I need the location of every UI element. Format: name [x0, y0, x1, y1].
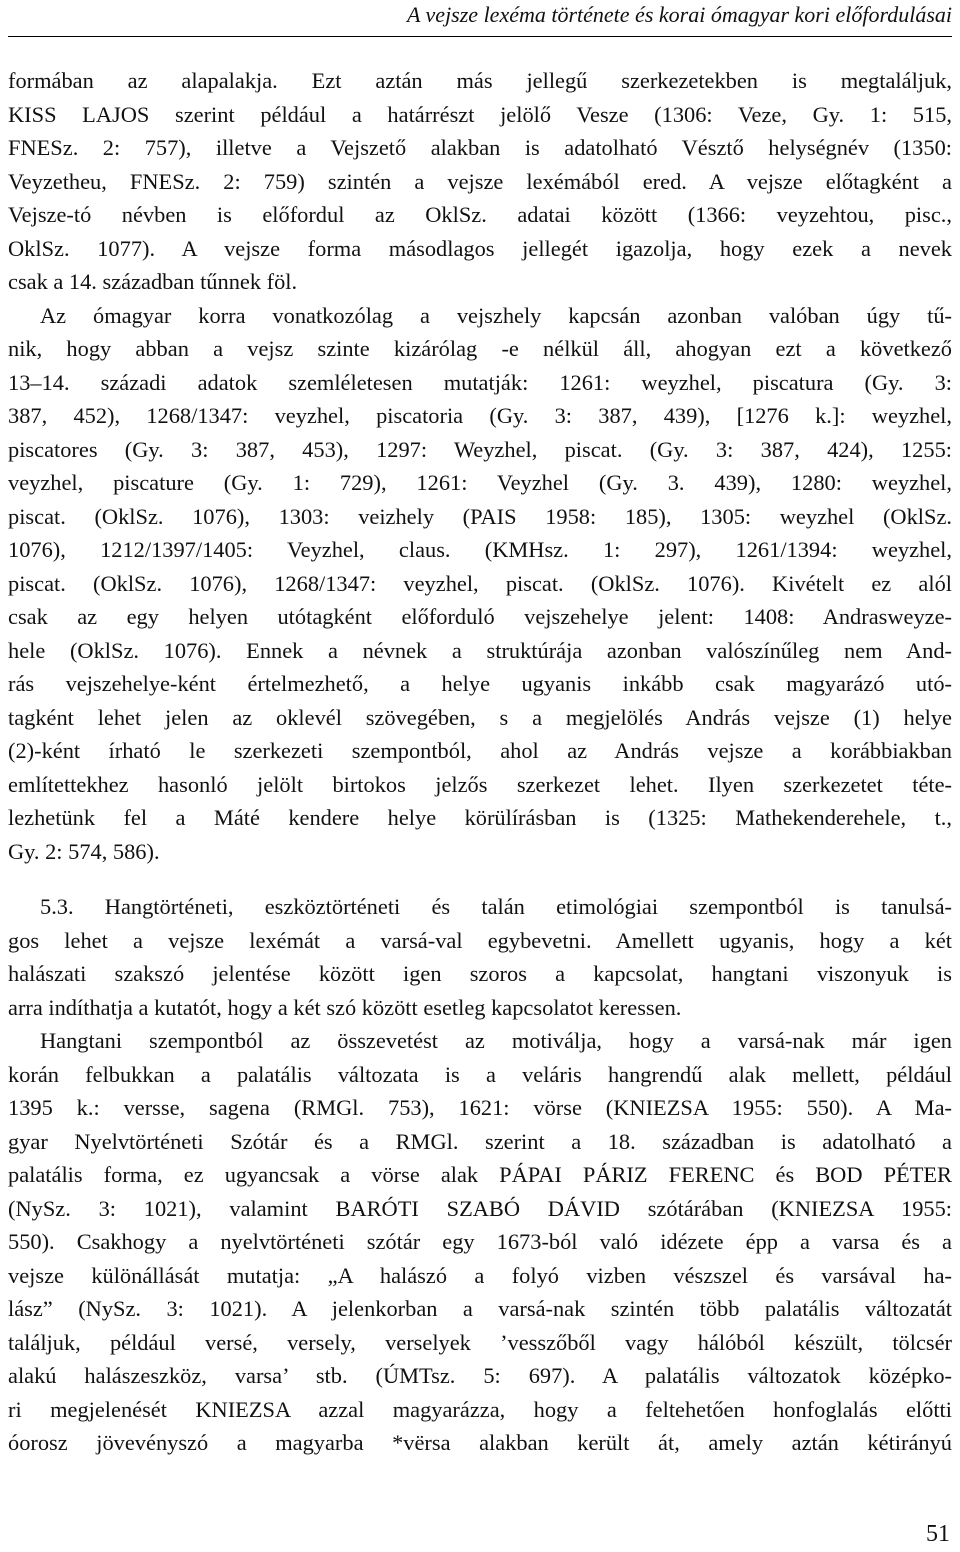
text-line: ri megjelenését KNIEZSA azzal magyarázza, hogy a feltehetően honfoglalás előtti [8, 1396, 952, 1422]
text-line: Veyzetheu, FNESz. 2: 759) szintén a vejsze lexémából ered. A vejsze előtagként a [8, 168, 952, 194]
running-header: A vejsze lexéma története és korai ómagyar kori előfordulásai [407, 2, 952, 27]
text-line: palatális forma, ez ugyancsak a vörse alak PÁPAI PÁRIZ FERENC és BOD PÉTER [8, 1162, 952, 1187]
text-line: Gy. 2: 574, 586). [8, 838, 160, 864]
text-line: FNESz. 2: 757), illetve a Vejszető alakban is adatolható Vésztő helységnév (1350: [8, 135, 952, 160]
text-line: nik, hogy abban a vejsz szinte kizárólag -e nélkül áll, ahogyan ezt a következő [8, 336, 952, 361]
text-line: 550). Csakhogy a nyelvtörténeti szótár egy 1673-ból való idézete épp a varsa és a [8, 1229, 952, 1254]
text-line: (2)-ként írható le szerkezeti szempontból, ahol az András vejsze a korábbiakban [8, 738, 952, 763]
text-line: 1395 k.: versse, sagena (RMGl. 753), 1621: vörse (KNIEZSA 1955: 550). A Ma- [8, 1095, 952, 1120]
text-line: tagként lehet jelen az oklevél szövegében, s a megjelölés András vejsze (1) helye [8, 704, 952, 730]
text-line: csak a 14. században tűnnek föl. [8, 269, 298, 294]
page-number: 51 [926, 1521, 950, 1547]
paragraph [8, 299, 952, 869]
text-line: csak az egy helyen utótagként előforduló vejszehelye jelent: 1408: Andrasweyze- [8, 604, 952, 629]
text-line: lezhetünk fel a Máté kendere helye körülírásban is (1325: Mathekenderehele, t., [8, 805, 952, 830]
text-line: lász” (NySz. 3: 1021). A jelenkorban a varsá-nak szintén több palatális változatát [8, 1296, 952, 1321]
header-divider [8, 36, 952, 37]
paragraph [8, 64, 952, 299]
text-line: piscatores (Gy. 3: 387, 453), 1297: Weyzhel, piscat. (Gy. 3: 387, 424), 1255: [8, 436, 952, 462]
text-line: gyar Nyelvtörténeti Szótár és a RMGl. szerint a 18. században is adatolható a [8, 1128, 952, 1154]
text-line: Az ómagyar korra vonatkozólag a vejszhely kapcsán azonban valóban úgy tű- [40, 302, 952, 328]
text-line: OklSz. 1077). A vejsze forma másodlagos jellegét igazolja, hogy ezek a nevek [8, 235, 952, 261]
text-line: korán felbukkan a palatális változata is a veláris hangrendű alak mellett, például [8, 1061, 952, 1087]
text-line: találjuk, például versé, versely, verselyek ’vesszőből vagy hálóból készült, tölcsér [8, 1329, 952, 1355]
text-line: piscat. (OklSz. 1076), 1303: veizhely (PAIS 1958: 185), 1305: weyzhel (OklSz. [8, 503, 952, 529]
text-line: vejsze különállását mutatja: „A halászó a folyó vizben vészszel és varsával ha- [8, 1262, 952, 1288]
text-line: piscat. (OklSz. 1076), 1268/1347: veyzhel, piscat. (OklSz. 1076). Kivételt ez alól [8, 570, 952, 596]
text-line: KISS LAJOS szerint például a határrészt jelölő Vesze (1306: Veze, Gy. 1: 515, [8, 101, 952, 127]
text-line: 5.3. Hangtörténeti, eszköztörténeti és talán etimológiai szempontból is tanulsá- [40, 894, 952, 919]
text-line: Hangtani szempontból az összevetést az motiválja, hogy a varsá-nak már igen [40, 1028, 952, 1053]
text-line: (NySz. 3: 1021), valamint BARÓTI SZABÓ DÁVID szótárában (KNIEZSA 1955: [8, 1195, 952, 1221]
text-line: 1076), 1212/1397/1405: Veyzhel, claus. (KMHsz. 1: 297), 1261/1394: weyzhel, [8, 537, 952, 562]
text-line: hele (OklSz. 1076). Ennek a névnek a struktúrája azonban valószínűleg nem And- [8, 637, 952, 663]
text-line: említettekhez hasonló jelölt birtokos jelzős szerkezet lehet. Ilyen szerkezetet téte- [8, 771, 952, 797]
text-line: Vejsze-tó névben is előfordul az OklSz. adatai között (1366: veyzehtou, pisc., [8, 202, 952, 227]
text-line: veyzhel, piscature (Gy. 1: 729), 1261: Veyzhel (Gy. 3. 439), 1280: weyzhel, [8, 470, 952, 495]
page-body [8, 64, 952, 1460]
text-line: óorosz jövevényszó a magyarba *vёrsa alakban került át, amely aztán kétirányú [8, 1430, 952, 1455]
text-line: gos lehet a vejsze lexémát a varsá-val egybevetni. Amellett ugyanis, hogy a két [8, 927, 952, 953]
section-spacer [8, 868, 952, 890]
text-line: 387, 452), 1268/1347: veyzhel, piscatoria (Gy. 3: 387, 439), [1276 k.]: weyzhel, [8, 403, 952, 428]
text-line: alakú halászeszköz, varsa’ stb. (ÚMTsz. 5: 697). A palatális változatok középko- [8, 1363, 952, 1388]
text-line: halászati szakszó jelentése között igen szoros a kapcsolat, hangtani viszonyuk is [8, 961, 952, 986]
text-line: 13–14. századi adatok szemléletesen mutatják: 1261: weyzhel, piscatura (Gy. 3: [8, 369, 952, 395]
section-5-3 [8, 890, 952, 1024]
text-line: rás vejszehelye-ként értelmezhető, a helye ugyanis inkább csak magyarázó utó- [8, 671, 952, 696]
text-line: arra indíthatja a kutatót, hogy a két szó között esetleg kapcsolatot keressen. [8, 994, 682, 1020]
text-line: formában az alapalakja. Ezt aztán más jellegű szerkezetekben is megtaláljuk, [8, 68, 952, 93]
paragraph [8, 1024, 952, 1460]
